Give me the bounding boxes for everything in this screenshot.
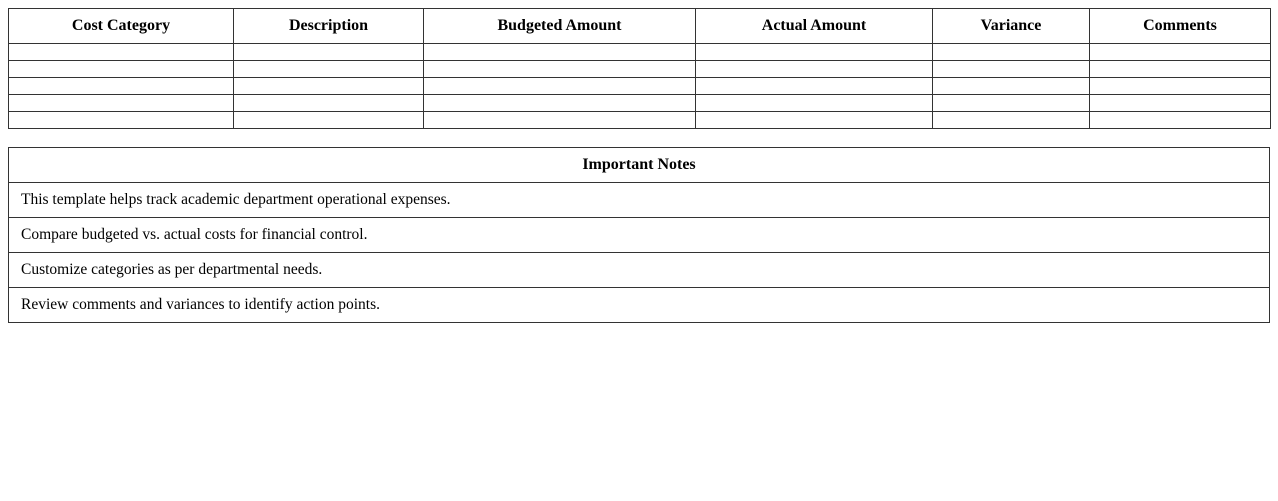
note-text: Review comments and variances to identify action points. (9, 288, 1270, 323)
cell-actual-amount[interactable] (696, 95, 933, 112)
list-item (9, 288, 1270, 323)
cell-description[interactable] (234, 112, 424, 129)
header-comments: Comments (1090, 9, 1271, 44)
cell-cost-category[interactable] (9, 78, 234, 95)
notes-title: Important Notes (9, 148, 1270, 183)
table-row (9, 61, 1271, 78)
list-item (9, 253, 1270, 288)
list-item (9, 183, 1270, 218)
table-row (9, 44, 1271, 61)
cell-comments[interactable] (1090, 44, 1271, 61)
header-budgeted-amount: Budgeted Amount (424, 9, 696, 44)
table-row (9, 95, 1271, 112)
cell-budgeted-amount[interactable] (424, 78, 696, 95)
header-actual-amount: Actual Amount (696, 9, 933, 44)
cell-budgeted-amount[interactable] (424, 44, 696, 61)
cell-budgeted-amount[interactable] (424, 112, 696, 129)
cell-comments[interactable] (1090, 112, 1271, 129)
cell-variance[interactable] (933, 95, 1090, 112)
notes-header-row (9, 148, 1270, 183)
notes-table (8, 147, 1270, 323)
cell-cost-category[interactable] (9, 95, 234, 112)
cell-actual-amount[interactable] (696, 44, 933, 61)
budget-table (8, 8, 1271, 129)
cell-budgeted-amount[interactable] (424, 61, 696, 78)
cell-actual-amount[interactable] (696, 78, 933, 95)
cell-comments[interactable] (1090, 95, 1271, 112)
header-variance: Variance (933, 9, 1090, 44)
cell-description[interactable] (234, 78, 424, 95)
cell-cost-category[interactable] (9, 44, 234, 61)
cell-variance[interactable] (933, 61, 1090, 78)
cell-description[interactable] (234, 95, 424, 112)
cell-description[interactable] (234, 44, 424, 61)
cell-description[interactable] (234, 61, 424, 78)
header-description: Description (234, 9, 424, 44)
cell-cost-category[interactable] (9, 61, 234, 78)
note-text: Customize categories as per departmental needs. (9, 253, 1270, 288)
note-text: This template helps track academic department operational expenses. (9, 183, 1270, 218)
table-row (9, 78, 1271, 95)
cell-variance[interactable] (933, 78, 1090, 95)
cell-variance[interactable] (933, 112, 1090, 129)
note-text: Compare budgeted vs. actual costs for financial control. (9, 218, 1270, 253)
cell-comments[interactable] (1090, 78, 1271, 95)
header-cost-category: Cost Category (9, 9, 234, 44)
cell-cost-category[interactable] (9, 112, 234, 129)
cell-actual-amount[interactable] (696, 61, 933, 78)
cell-comments[interactable] (1090, 61, 1271, 78)
cell-actual-amount[interactable] (696, 112, 933, 129)
budget-header-row (9, 9, 1271, 44)
list-item (9, 218, 1270, 253)
table-row (9, 112, 1271, 129)
cell-budgeted-amount[interactable] (424, 95, 696, 112)
cell-variance[interactable] (933, 44, 1090, 61)
